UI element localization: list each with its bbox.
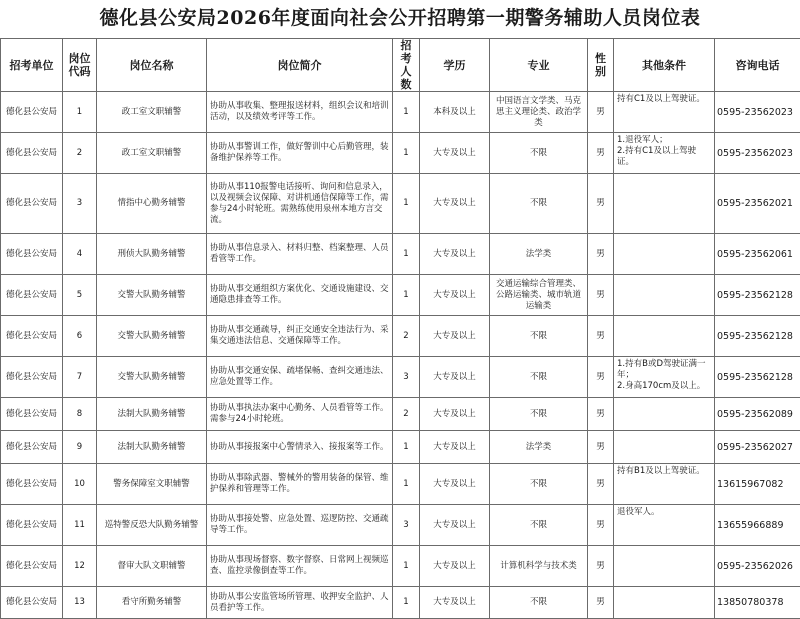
table-row xyxy=(1,431,800,464)
table-row xyxy=(1,316,800,357)
cell-count: 1 xyxy=(393,546,420,587)
header-edu: 学历 xyxy=(420,39,490,92)
cell-other: 退役军人。 xyxy=(614,505,715,546)
table-row xyxy=(1,92,800,133)
table-row xyxy=(1,505,800,546)
cell-edu: 大专及以上 xyxy=(420,546,490,587)
cell-major: 中国语言文学类、马克思主义理论类、政治学类 xyxy=(490,92,588,133)
cell-major: 不限 xyxy=(490,357,588,398)
cell-edu: 大专及以上 xyxy=(420,174,490,234)
cell-code: 11 xyxy=(63,505,97,546)
cell-unit: 德化县公安局 xyxy=(1,234,63,275)
cell-phone: 0595-23562128 xyxy=(715,275,800,316)
cell-count: 1 xyxy=(393,464,420,505)
cell-count: 3 xyxy=(393,357,420,398)
table-row xyxy=(1,174,800,234)
cell-gender: 男 xyxy=(588,505,614,546)
cell-intro: 协助从事接处警、应急处置、巡逻防控、交通疏导等工作。 xyxy=(207,505,393,546)
cell-phone: 0595-23562128 xyxy=(715,316,800,357)
cell-phone: 0595-23562027 xyxy=(715,431,800,464)
header-gender: 性别 xyxy=(588,39,614,92)
cell-other: 1.退役军人； 2.持有C1及以上驾驶证。 xyxy=(614,133,715,174)
cell-code: 3 xyxy=(63,174,97,234)
cell-major: 不限 xyxy=(490,316,588,357)
cell-intro: 协助从事交通疏导，纠正交通安全违法行为、采集交通违法信息、交通保障等工作。 xyxy=(207,316,393,357)
cell-major: 计算机科学与技术类 xyxy=(490,546,588,587)
cell-edu: 大专及以上 xyxy=(420,357,490,398)
cell-gender: 男 xyxy=(588,357,614,398)
cell-code: 1 xyxy=(63,92,97,133)
cell-count: 1 xyxy=(393,275,420,316)
cell-major: 法学类 xyxy=(490,234,588,275)
cell-major: 交通运输综合管理类、公路运输类、城市轨道运输类 xyxy=(490,275,588,316)
cell-phone: 13850780378 xyxy=(715,587,800,619)
header-phone: 咨询电话 xyxy=(715,39,800,92)
cell-code: 10 xyxy=(63,464,97,505)
cell-unit: 德化县公安局 xyxy=(1,505,63,546)
cell-other xyxy=(614,546,715,587)
cell-major: 不限 xyxy=(490,174,588,234)
header-major: 专业 xyxy=(490,39,588,92)
cell-gender: 男 xyxy=(588,275,614,316)
cell-count: 1 xyxy=(393,431,420,464)
cell-edu: 大专及以上 xyxy=(420,464,490,505)
table-row xyxy=(1,133,800,174)
cell-other: 持有B1及以上驾驶证。 xyxy=(614,464,715,505)
cell-code: 8 xyxy=(63,398,97,431)
table-header-row xyxy=(1,39,800,92)
cell-name: 情指中心勤务辅警 xyxy=(97,174,207,234)
cell-phone: 13655966889 xyxy=(715,505,800,546)
cell-unit: 德化县公安局 xyxy=(1,357,63,398)
cell-name: 法制大队勤务辅警 xyxy=(97,398,207,431)
cell-other xyxy=(614,431,715,464)
header-count: 招考人数 xyxy=(393,39,420,92)
cell-unit: 德化县公安局 xyxy=(1,275,63,316)
table-row xyxy=(1,234,800,275)
cell-code: 7 xyxy=(63,357,97,398)
cell-edu: 大专及以上 xyxy=(420,587,490,619)
cell-phone: 0595-23562089 xyxy=(715,398,800,431)
cell-major: 不限 xyxy=(490,133,588,174)
cell-intro: 协助从事交通安保、疏堵保畅、查纠交通违法、应急处置等工作。 xyxy=(207,357,393,398)
cell-intro: 协助从事除武器、警械外的警用装备的保管、维护保养和管理等工作。 xyxy=(207,464,393,505)
cell-name: 法制大队勤务辅警 xyxy=(97,431,207,464)
cell-name: 交警大队勤务辅警 xyxy=(97,275,207,316)
cell-edu: 大专及以上 xyxy=(420,316,490,357)
cell-intro: 协助从事信息录入、材料归整、档案整理、人员看管等工作。 xyxy=(207,234,393,275)
cell-count: 3 xyxy=(393,505,420,546)
cell-phone: 0595-23562023 xyxy=(715,133,800,174)
table-row xyxy=(1,398,800,431)
cell-code: 5 xyxy=(63,275,97,316)
cell-unit: 德化县公安局 xyxy=(1,174,63,234)
cell-unit: 德化县公安局 xyxy=(1,587,63,619)
cell-phone: 0595-23562023 xyxy=(715,92,800,133)
cell-code: 4 xyxy=(63,234,97,275)
cell-other: 持有C1及以上驾驶证。 xyxy=(614,92,715,133)
cell-count: 1 xyxy=(393,133,420,174)
cell-count: 1 xyxy=(393,587,420,619)
header-other: 其他条件 xyxy=(614,39,715,92)
cell-gender: 男 xyxy=(588,398,614,431)
cell-other xyxy=(614,398,715,431)
cell-code: 9 xyxy=(63,431,97,464)
cell-other xyxy=(614,234,715,275)
page-title: 德化县公安局2026年度面向社会公开招聘第一期警务辅助人员岗位表 xyxy=(0,0,800,36)
table-row xyxy=(1,464,800,505)
cell-phone: 13615967082 xyxy=(715,464,800,505)
job-positions-table xyxy=(0,38,800,619)
cell-intro: 协助从事现场督察、数字督察、日常网上视频巡查、监控录像倒查等工作。 xyxy=(207,546,393,587)
cell-unit: 德化县公安局 xyxy=(1,546,63,587)
cell-phone: 0595-23562128 xyxy=(715,357,800,398)
cell-name: 警务保障室文职辅警 xyxy=(97,464,207,505)
cell-count: 1 xyxy=(393,174,420,234)
cell-other xyxy=(614,316,715,357)
cell-count: 2 xyxy=(393,398,420,431)
header-name: 岗位名称 xyxy=(97,39,207,92)
cell-unit: 德化县公安局 xyxy=(1,92,63,133)
cell-major: 不限 xyxy=(490,505,588,546)
cell-edu: 大专及以上 xyxy=(420,431,490,464)
table-body xyxy=(1,92,800,619)
cell-count: 1 xyxy=(393,234,420,275)
cell-intro: 协助从事收集、整理报送材料，组织会议和培训活动，以及绩效考评等工作。 xyxy=(207,92,393,133)
cell-name: 交警大队勤务辅警 xyxy=(97,357,207,398)
cell-intro: 协助从事交通组织方案优化、交通设施建设、交通隐患排查等工作。 xyxy=(207,275,393,316)
cell-edu: 大专及以上 xyxy=(420,398,490,431)
cell-phone: 0595-23562026 xyxy=(715,546,800,587)
cell-unit: 德化县公安局 xyxy=(1,316,63,357)
cell-count: 1 xyxy=(393,92,420,133)
table-row xyxy=(1,546,800,587)
cell-name: 看守所勤务辅警 xyxy=(97,587,207,619)
cell-phone: 0595-23562061 xyxy=(715,234,800,275)
cell-other xyxy=(614,275,715,316)
cell-edu: 大专及以上 xyxy=(420,133,490,174)
cell-code: 6 xyxy=(63,316,97,357)
cell-name: 刑侦大队勤务辅警 xyxy=(97,234,207,275)
cell-other xyxy=(614,587,715,619)
cell-unit: 德化县公安局 xyxy=(1,431,63,464)
cell-unit: 德化县公安局 xyxy=(1,464,63,505)
cell-intro: 协助从事110报警电话接听、询问和信息录入，以及视频会议保障、对讲机通信保障等工作，需参与24小时轮班。需熟练使用泉州本地方言交流。 xyxy=(207,174,393,234)
table-row xyxy=(1,587,800,619)
cell-major: 不限 xyxy=(490,398,588,431)
header-code: 岗位代码 xyxy=(63,39,97,92)
cell-name: 政工室文职辅警 xyxy=(97,92,207,133)
cell-intro: 协助从事警训工作，做好警训中心后勤管理，装备维护保养等工作。 xyxy=(207,133,393,174)
cell-gender: 男 xyxy=(588,316,614,357)
cell-phone: 0595-23562021 xyxy=(715,174,800,234)
cell-gender: 男 xyxy=(588,464,614,505)
cell-name: 交警大队勤务辅警 xyxy=(97,316,207,357)
cell-gender: 男 xyxy=(588,133,614,174)
cell-code: 13 xyxy=(63,587,97,619)
cell-gender: 男 xyxy=(588,174,614,234)
cell-name: 督审大队文职辅警 xyxy=(97,546,207,587)
table-row xyxy=(1,357,800,398)
cell-count: 2 xyxy=(393,316,420,357)
cell-edu: 大专及以上 xyxy=(420,234,490,275)
cell-gender: 男 xyxy=(588,234,614,275)
cell-unit: 德化县公安局 xyxy=(1,133,63,174)
cell-gender: 男 xyxy=(588,587,614,619)
cell-intro: 协助从事公安监管场所管理、收押安全监护、人员看护等工作。 xyxy=(207,587,393,619)
cell-gender: 男 xyxy=(588,431,614,464)
cell-intro: 协助从事执法办案中心勤务、人员看管等工作。需参与24小时轮班。 xyxy=(207,398,393,431)
cell-edu: 本科及以上 xyxy=(420,92,490,133)
header-intro: 岗位简介 xyxy=(207,39,393,92)
cell-other: 1.持有B或D驾驶证满一年； 2.身高170cm及以上。 xyxy=(614,357,715,398)
cell-other xyxy=(614,174,715,234)
cell-intro: 协助从事接报案中心警情录入、接报案等工作。 xyxy=(207,431,393,464)
cell-gender: 男 xyxy=(588,92,614,133)
header-unit: 招考单位 xyxy=(1,39,63,92)
cell-unit: 德化县公安局 xyxy=(1,398,63,431)
cell-name: 政工室文职辅警 xyxy=(97,133,207,174)
cell-name: 巡特警反恐大队勤务辅警 xyxy=(97,505,207,546)
cell-major: 不限 xyxy=(490,464,588,505)
cell-code: 12 xyxy=(63,546,97,587)
cell-edu: 大专及以上 xyxy=(420,505,490,546)
cell-code: 2 xyxy=(63,133,97,174)
cell-gender: 男 xyxy=(588,546,614,587)
cell-major: 不限 xyxy=(490,587,588,619)
cell-major: 法学类 xyxy=(490,431,588,464)
cell-edu: 大专及以上 xyxy=(420,275,490,316)
table-row xyxy=(1,275,800,316)
